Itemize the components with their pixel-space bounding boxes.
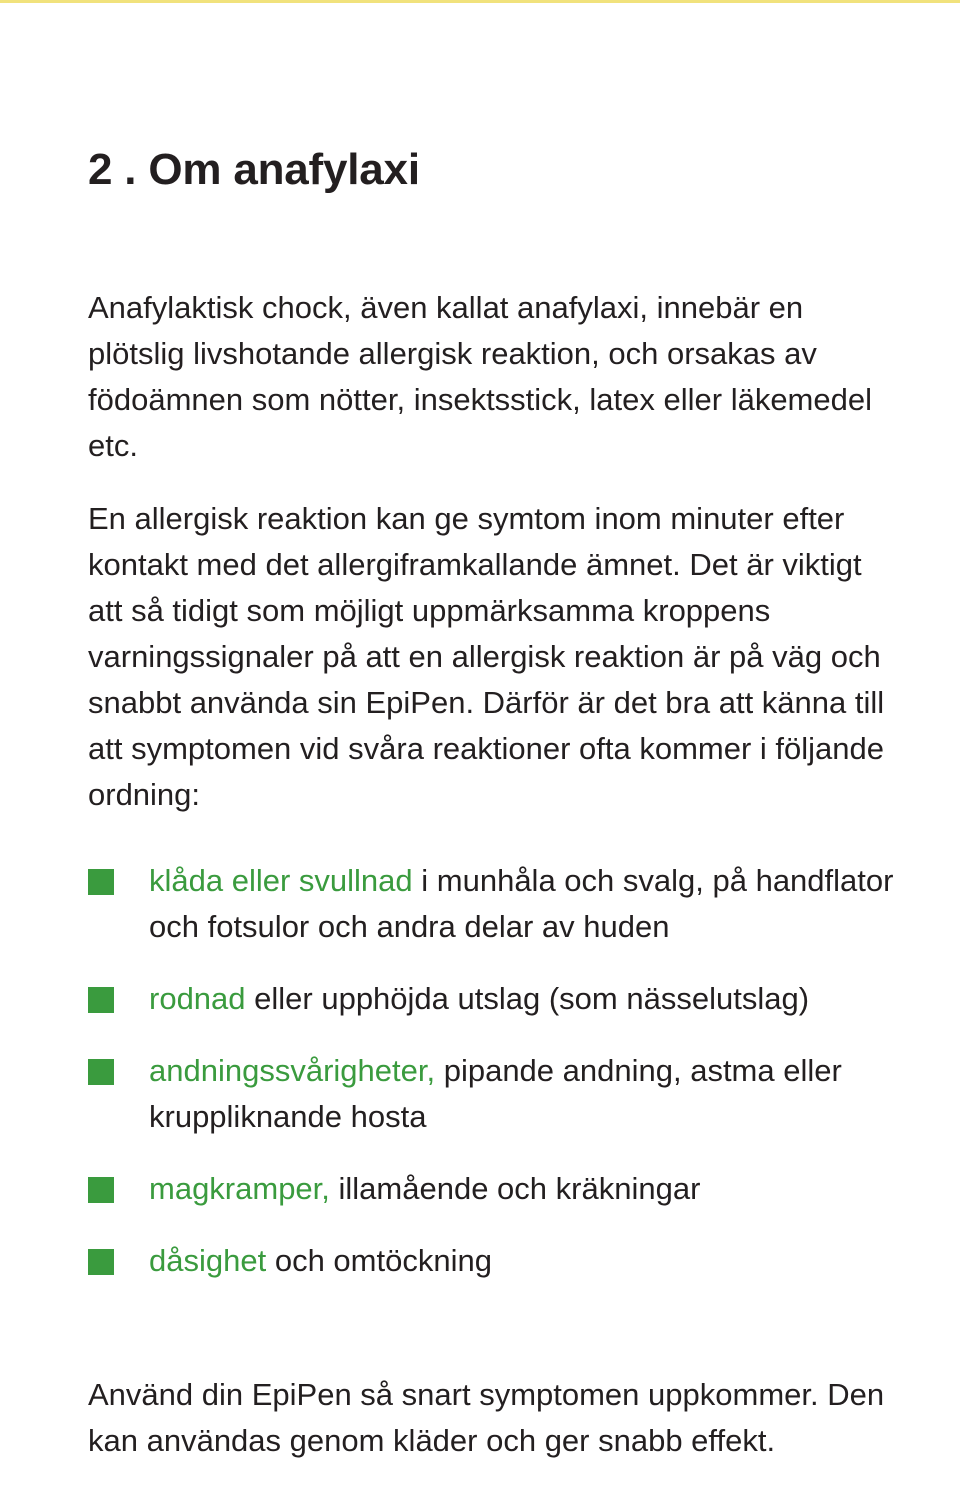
symptom-item-itching [88, 858, 908, 950]
top-rule [0, 0, 960, 3]
symptom-highlight: dåsighet [149, 1243, 267, 1278]
symptom-highlight: klåda eller svullnad [149, 863, 413, 898]
symptom-item-redness [88, 976, 908, 1022]
symptom-text: illamående och kräkningar [329, 1171, 701, 1206]
symptom-item-drowsiness [88, 1238, 908, 1284]
symptom-text: pipande andning, astma eller kruppliknande hosta [149, 1053, 842, 1134]
symptom-item-stomach [88, 1166, 908, 1212]
green-square-bullet-icon [88, 1059, 114, 1085]
symptom-text: och omtöckning [266, 1243, 492, 1278]
intro-paragraph: Anafylaktisk chock, även kallat anafylaxi, innebär en plötslig livshotande allergisk reaktion, och orsakas av födoämnen som nötter, insektsstick, latex eller läkemedel etc. [88, 290, 872, 463]
green-square-bullet-icon [88, 1249, 114, 1275]
symptom-highlight: andningssvårigheter, [149, 1053, 436, 1088]
epipen-paragraph: Använd din EpiPen så snart symptomen uppkommer. Den kan användas genom kläder och ger snabb effekt. [88, 1377, 885, 1458]
symptom-text: eller upphöjda utslag (som nässelutslag) [245, 981, 810, 1016]
symptom-item-breathing [88, 1048, 908, 1140]
green-square-bullet-icon [88, 869, 114, 895]
green-square-bullet-icon [88, 1177, 114, 1203]
symptom-list [88, 858, 908, 1310]
symptom-text: i munhåla och svalg, på handflator och fotsulor och andra delar av huden [149, 863, 894, 944]
symptom-highlight: magkramper, [149, 1171, 330, 1206]
symptom-highlight: rodnad [149, 981, 246, 1016]
section-heading: 2 . Om anafylaxi [88, 145, 420, 194]
green-square-bullet-icon [88, 987, 114, 1013]
reaction-paragraph: En allergisk reaktion kan ge symtom inom minuter efter kontakt med det allergiframkallande ämnet. Det är viktigt att så tidigt som möjligt uppmärksamma kroppens varningssignaler på att en allergisk reaktion är på väg och snabbt använda sin EpiPen. Därför är det bra att känna till att symptomen vid svåra reaktioner ofta kommer i följande ordning: [88, 501, 885, 812]
